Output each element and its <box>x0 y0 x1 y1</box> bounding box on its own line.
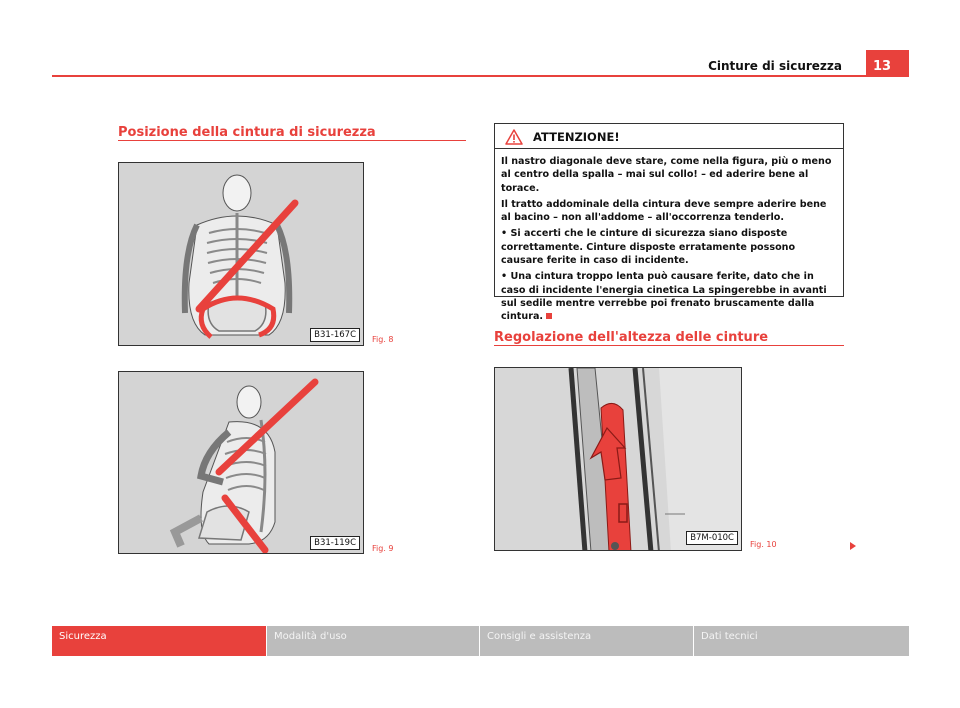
end-of-section-mark-icon <box>546 313 552 319</box>
tab-consigli-e-assistenza[interactable]: Consigli e assistenza <box>480 626 693 656</box>
warning-title: ATTENZIONE! <box>533 130 620 144</box>
section-title-rule <box>494 345 844 346</box>
warning-paragraph: Il nastro diagonale deve stare, come nella figura, più o meno al centro della spalla – mai sul collo! – ed aderire bene al torace. <box>501 156 832 194</box>
section-title-belt-position: Posizione della cintura di sicurezza <box>118 125 376 140</box>
belt-side-illustration <box>119 372 364 554</box>
next-page-arrow-icon[interactable] <box>850 542 856 550</box>
warning-paragraph: • Si accerti che le cinture di sicurezza siano disposte correttamente. Cinture disposte erratamente possono causare ferite in caso di incidente. <box>501 228 796 267</box>
tab-modalita-duso[interactable]: Modalità d'uso <box>267 626 479 656</box>
figure-code-label: B31-167C <box>310 328 360 342</box>
figure-10-caption: Fig. 10 <box>750 540 777 549</box>
figure-8-belt-front-view <box>118 162 364 346</box>
figure-9-belt-side-view <box>118 371 364 554</box>
belt-front-illustration <box>119 163 364 346</box>
figure-code-label: B7M-010C <box>686 531 738 545</box>
warning-paragraph-last <box>501 270 839 323</box>
warning-paragraph: Il tratto addominale della cintura deve sempre aderire bene al bacino – non all'addome – all'occorrenza tenderlo. <box>501 198 827 224</box>
page-number-badge: 13 <box>866 50 909 77</box>
tab-dati-tecnici[interactable]: Dati tecnici <box>694 626 909 656</box>
section-title-belt-height: Regolazione dell'altezza delle cinture <box>494 330 769 345</box>
figure-10-height-adjuster <box>494 367 742 551</box>
height-adjuster-illustration <box>495 368 742 551</box>
section-title-rule <box>118 140 466 141</box>
warning-header <box>495 124 843 149</box>
running-header-title: Cinture di sicurezza <box>708 59 842 73</box>
figure-9-caption: Fig. 9 <box>372 544 394 553</box>
warning-box <box>494 123 844 323</box>
tab-sicurezza[interactable]: Sicurezza <box>52 626 266 656</box>
warning-triangle-icon <box>505 129 523 145</box>
warning-body <box>501 155 839 327</box>
header-rule <box>52 75 868 77</box>
figure-8-caption: Fig. 8 <box>372 335 394 344</box>
figure-code-label: B31-119C <box>310 536 360 550</box>
warning-paragraph-text: • Una cintura troppo lenta può causare ferite, dato che in caso di incidente l'energia cinetica La spingerebbe in avanti sul sedile mentre verrebbe poi frenato bruscamente dalla cintura. <box>501 271 827 323</box>
